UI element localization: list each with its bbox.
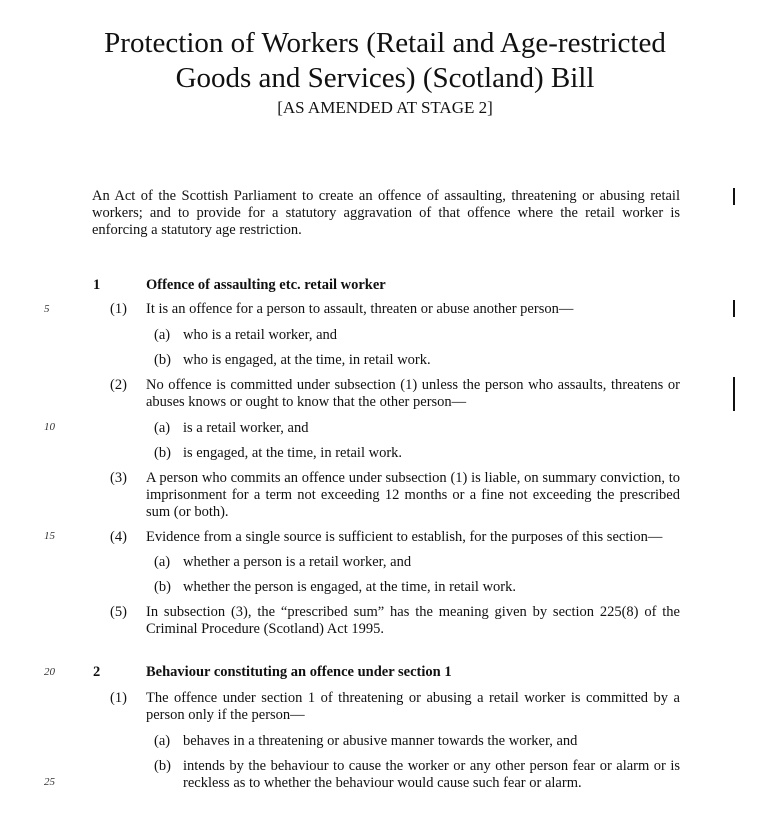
subsection-text: It is an offence for a person to assault, threaten or abuse another person— (146, 301, 574, 317)
subsection-text: In subsection (3), the “prescribed sum” has the meaning given by section 225(8) of the Criminal Procedure (Scotland) Act 1995. (146, 604, 680, 637)
paragraph-label: (a) (154, 420, 171, 436)
paragraph-text: intends by the behaviour to cause the worker or any other person fear or alarm or is reckless as to whether the behaviour would cause such fear or alarm. (183, 758, 680, 791)
paragraph-text: who is a retail worker, and (183, 327, 338, 343)
bill-title-line-1: Protection of Workers (Retail and Age-restricted (104, 27, 666, 59)
subsection-text: No offence is committed under subsection (1) unless the person who assaults, threatens or abuses knows or ought to know that the other person— (146, 377, 680, 410)
paragraph-label: (b) (154, 758, 171, 774)
subsection-number: (1) (110, 301, 127, 317)
paragraph-text: behaves in a threatening or abusive manner towards the worker, and (183, 733, 578, 749)
section-number: 1 (93, 277, 101, 293)
subsection-number: (3) (110, 470, 127, 486)
section-heading: Offence of assaulting etc. retail worker (146, 277, 386, 293)
paragraph-label: (a) (154, 327, 171, 343)
subsection-text: Evidence from a single source is sufficient to establish, for the purposes of this section— (146, 529, 663, 545)
paragraph-text: is a retail worker, and (183, 420, 309, 436)
subsection-number: (1) (110, 690, 127, 706)
amendment-bar (733, 188, 735, 205)
subsection-text: A person who commits an offence under subsection (1) is liable, on summary conviction, to imprisonment for a term not exceeding 12 months or a fine not exceeding the prescribed sum (or both). (146, 470, 680, 520)
line-number: 25 (44, 776, 55, 788)
section-heading: Behaviour constituting an offence under section 1 (146, 664, 452, 680)
line-number: 10 (44, 421, 55, 433)
line-number: 20 (44, 666, 55, 678)
subsection-number: (5) (110, 604, 127, 620)
paragraph-text: whether a person is a retail worker, and (183, 554, 412, 570)
line-number: 15 (44, 530, 55, 542)
stage-label: [AS AMENDED AT STAGE 2] (277, 98, 493, 117)
section-number: 2 (93, 664, 101, 680)
subsection-number: (2) (110, 377, 127, 393)
paragraph-label: (b) (154, 445, 171, 461)
bill-title-line-2: Goods and Services) (Scotland) Bill (175, 62, 595, 94)
paragraph-label: (a) (154, 554, 171, 570)
paragraph-label: (b) (154, 352, 171, 368)
paragraph-label: (b) (154, 579, 171, 595)
subsection-text: The offence under section 1 of threatening or abusing a retail worker is committed by a person only if the person— (146, 690, 680, 723)
paragraph-text: who is engaged, at the time, in retail work. (183, 352, 431, 368)
line-number: 5 (44, 303, 50, 315)
paragraph-label: (a) (154, 733, 171, 749)
amendment-bar (733, 300, 735, 317)
paragraph-text: whether the person is engaged, at the time, in retail work. (183, 579, 516, 595)
long-title: An Act of the Scottish Parliament to create an offence of assaulting, threatening or abusing retail workers; and to provide for a statutory aggravation of that offence where the retail worker is enforcing a statutory age restriction. (92, 188, 680, 238)
subsection-number: (4) (110, 529, 127, 545)
amendment-bar (733, 377, 735, 411)
paragraph-text: is engaged, at the time, in retail work. (183, 445, 403, 461)
